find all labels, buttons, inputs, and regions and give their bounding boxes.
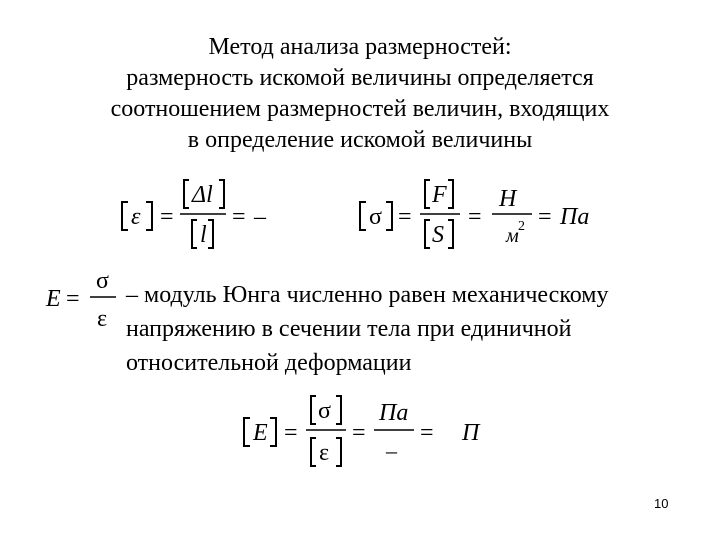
page-number: 10 <box>654 496 669 511</box>
equals-sign: = <box>398 204 412 230</box>
young-dimension-formula <box>240 392 500 472</box>
strain-dimension-formula <box>118 178 288 250</box>
young-dim-unit-numerator: Па <box>379 400 409 426</box>
stress-unit-exponent: 2 <box>518 219 525 234</box>
stress-result: Па <box>560 204 590 230</box>
equals-sign: = <box>420 420 434 446</box>
equals-sign: = <box>538 204 552 230</box>
stress-lhs-symbol: σ <box>369 204 382 230</box>
equals-sign: = <box>284 420 298 446</box>
title-line-3: соотношением размерностей величин, входящих <box>110 96 610 122</box>
stress-denominator: S <box>432 222 444 248</box>
young-dim-numerator: σ <box>318 398 331 424</box>
equals-sign: = <box>66 286 80 312</box>
strain-numerator: Δl <box>192 182 213 208</box>
equals-sign: = <box>352 420 366 446</box>
strain-denominator: l <box>200 222 207 248</box>
young-denominator: ε <box>97 306 108 332</box>
equals-sign: = <box>232 204 246 230</box>
title-line-4: в определение искомой величины <box>187 127 533 153</box>
description-line-3: относительной деформации <box>126 350 412 376</box>
strain-result: – <box>254 204 266 230</box>
young-dim-lhs-symbol: E <box>253 420 268 446</box>
stress-numerator: F <box>432 182 447 208</box>
title-line-1: Метод анализа размерностей: <box>208 34 512 60</box>
young-lhs-symbol: E <box>46 286 61 312</box>
stress-dimension-formula <box>356 178 606 250</box>
description-line-1: – модуль Юнга численно равен механическому <box>126 282 609 308</box>
young-dim-unit-denominator: – <box>386 438 397 463</box>
young-modulus-definition <box>44 262 124 334</box>
description-line-2: напряжению в сечении тела при единичной <box>126 316 572 342</box>
title-line-2: размерность искомой величины определяется <box>126 65 594 91</box>
young-modulus-description <box>126 278 716 380</box>
stress-unit-numerator: Н <box>499 186 517 212</box>
strain-lhs-symbol: ε <box>131 204 141 230</box>
young-dim-denominator: ε <box>319 440 330 466</box>
young-numerator: σ <box>96 268 109 294</box>
equals-sign: = <box>468 204 482 230</box>
equals-sign: = <box>160 204 174 230</box>
slide-title <box>40 32 680 156</box>
stress-unit-denominator: м <box>506 225 519 247</box>
young-dim-result: П <box>462 420 480 446</box>
